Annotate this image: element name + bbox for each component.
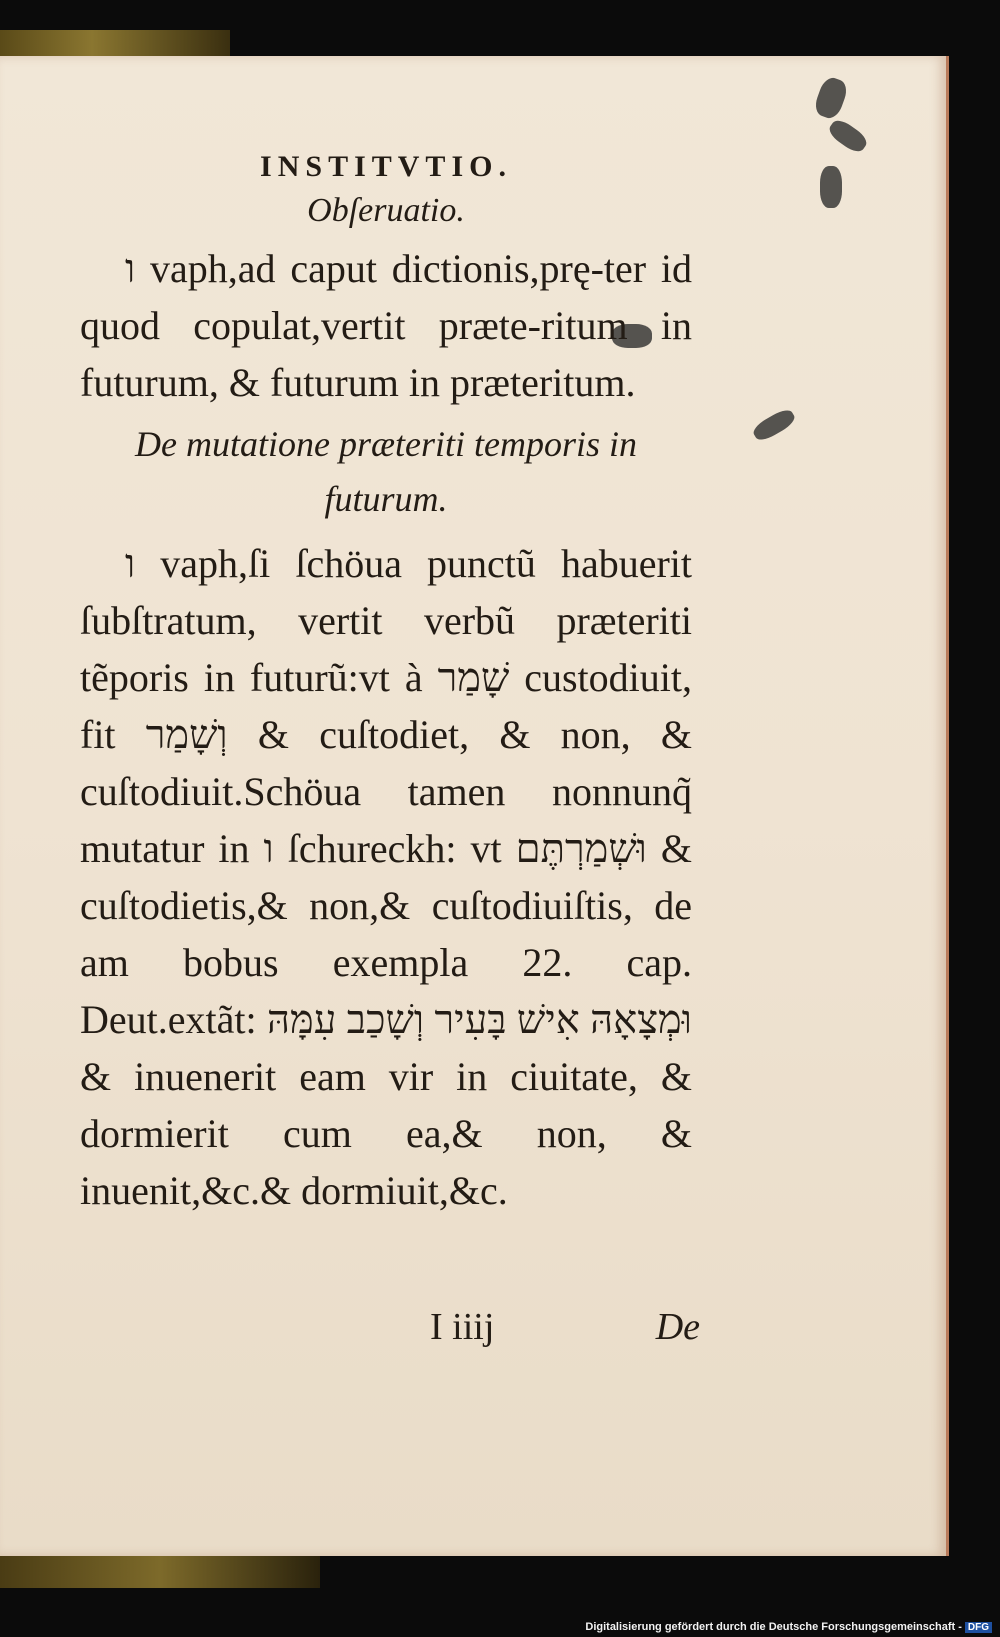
digitization-credit [585,1621,992,1633]
ink-blot [750,406,797,444]
section-title: De mutatione præteriti temporis in futurum. [135,424,637,519]
credit-text: Digitalisierung gefördert durch die Deutsche Forschungsgemeinschaft - [585,1621,962,1633]
signature-mark: I iiij [430,1306,495,1348]
page-text [80,150,692,1219]
catchword: De [655,1306,700,1348]
ink-blot [820,166,842,208]
paragraph-mutation: ו vaph,ſi ſchöua punctũ habuerit ſubſtratum, vertit verbũ præteriti tẽporis in futurũ:vt à שָׁמַר custodiuit, fit וְשָׁמַר & cuſtodiet, & non, & cuſtodiuit.Schöua tamen nonnunq̃ mutatur in ו ſchureckh: vt וּשְׁמַרְתֶּם & cuſtodietis,& non,& cuſtodiuiſtis, de am bobus exempla 22. cap. Deut.extãt: וּמְצָאָהּ אִישׁ בָּעִיר וְשָׁכַב עִמָּהּ & inuenerit eam vir in ciuitate, & dormierit cum ea,& non, & inuenit,&c.& dormiuit,&c. [80,541,693,1213]
running-header: INSTITVTIO. [260,150,512,183]
ink-blot [826,116,870,155]
observation-heading: Obſeruatio. [307,192,465,229]
dfg-logo: DFG [965,1622,992,1633]
paragraph-observation: ו vaph,ad caput dictionis,prę-ter id quod copulat,vertit præte-ritum in futurum, & futurum in præteritum. [80,246,692,405]
ink-blot [812,75,850,121]
